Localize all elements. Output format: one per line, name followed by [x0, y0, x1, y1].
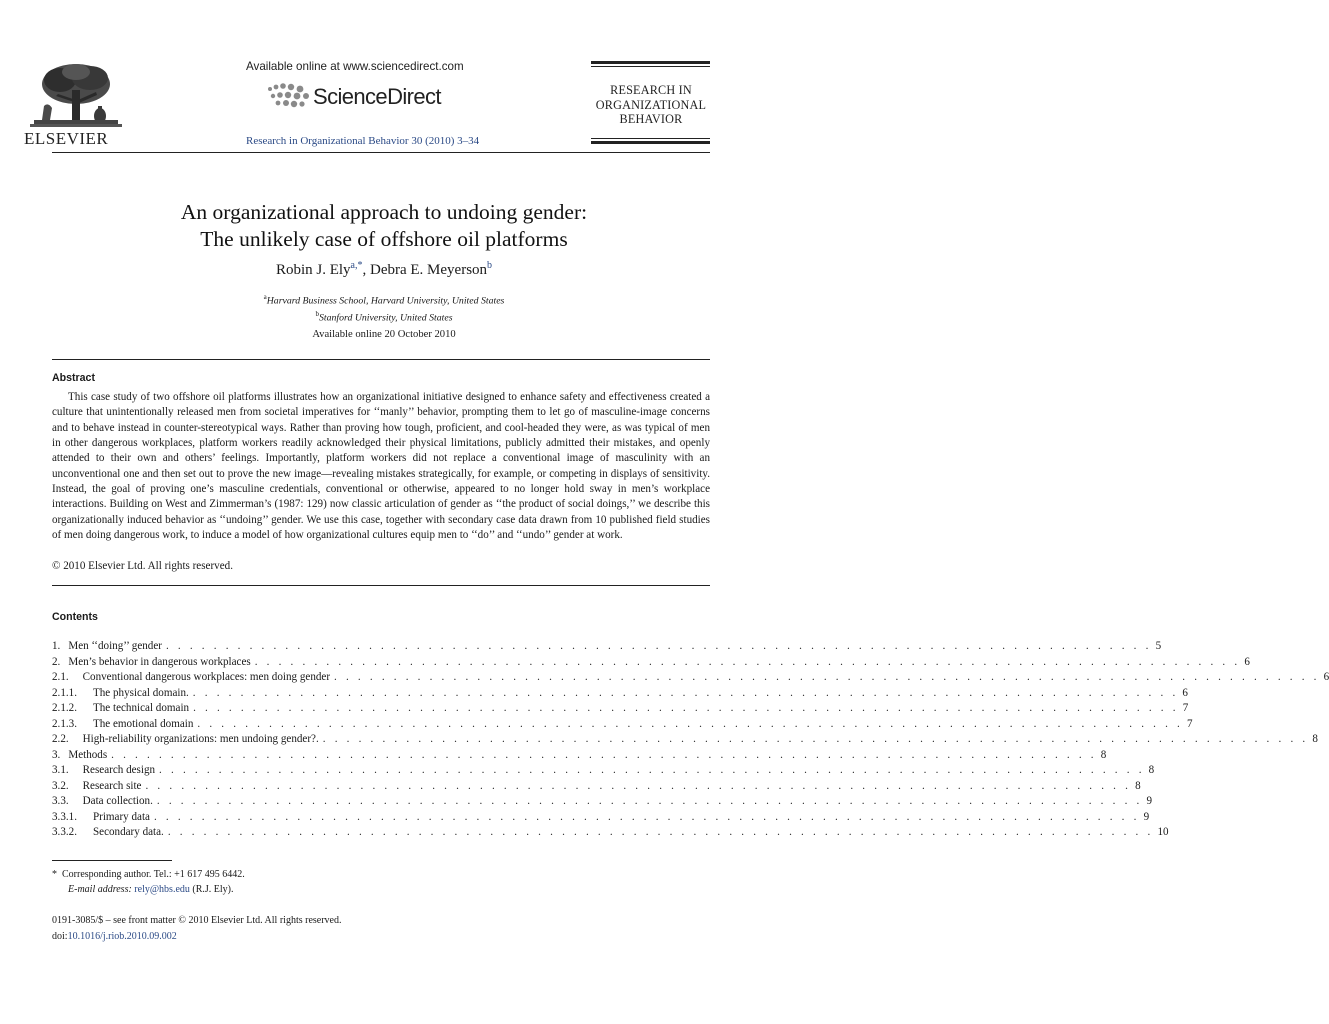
toc-leader: . . . . . . . . . . . . . . . . . . . . . . . . . . . . . . . . . . . . . . . . . . . . . . . . . . . . . . . . . . . . . . . . . . . . . . . . . . . . . . . . . . .: [322, 733, 1309, 745]
footnote-mark: *: [52, 869, 57, 880]
toc-title: Men ‘‘doing’’ gender: [68, 640, 162, 652]
footnote-divider: [52, 860, 172, 861]
journal-box-rule-top-thin: [591, 66, 710, 67]
issn-block: [52, 913, 652, 944]
article-title: [60, 199, 708, 253]
toc-number: 2.1.1.: [52, 686, 77, 699]
toc-title: Methods: [68, 748, 108, 761]
doi-line: [52, 929, 652, 945]
affiliation-text: Harvard Business School, Harvard University, United States: [266, 295, 505, 307]
toc-entry[interactable]: [52, 795, 1153, 810]
corresponding-author-text: Corresponding author. Tel.: +1 617 495 6442.: [62, 869, 245, 880]
toc-leader: . . . . . . . . . . . . . . . . . . . . . . . . . . . . . . . . . . . . . . . . . . . . . . . . . . . . . . . . . . . . . . . . . . . . . . . . . . . . . . . . . . .: [145, 779, 1132, 792]
toc-title: Data collection.: [82, 795, 153, 807]
toc-page: 8: [1312, 733, 1318, 745]
footnotes: [52, 868, 652, 897]
elsevier-tree-logo-icon: [26, 62, 126, 130]
toc-number: 3.3.2.: [52, 826, 77, 838]
toc-entry[interactable]: [52, 671, 1329, 686]
toc-leader: . . . . . . . . . . . . . . . . . . . . . . . . . . . . . . . . . . . . . . . . . . . . . . . . . . . . . . . . . . . . . . . . . . . . . . . . . . . . . . . . . . .: [197, 717, 1184, 730]
toc-number: 2.1.3.: [52, 717, 77, 730]
toc-title: The physical domain.: [92, 686, 189, 699]
article-title-line: The unlikely case of offshore oil platforms: [200, 227, 568, 251]
email-note: [52, 883, 652, 898]
header-divider: [52, 152, 710, 153]
journal-box-rule-bottom: [591, 141, 710, 144]
toc-leader: . . . . . . . . . . . . . . . . . . . . . . . . . . . . . . . . . . . . . . . . . . . . . . . . . . . . . . . . . . . . . . . . . . . . . . . . . . . . . . . . . . .: [159, 764, 1145, 776]
abstract-bottom-divider: [52, 585, 710, 586]
author-affiliation-mark[interactable]: a,*: [350, 260, 363, 271]
toc-leader: . . . . . . . . . . . . . . . . . . . . . . . . . . . . . . . . . . . . . . . . . . . . . . . . . . . . . . . . . . . . . . . . . . . . . . . . . . . . . . . . . . .: [167, 826, 1154, 838]
affiliations: [60, 291, 708, 325]
toc-title: Men’s behavior in dangerous workplaces: [68, 655, 251, 668]
publisher-logo-text: ELSEVIER: [24, 129, 109, 148]
toc-number: 3.3.: [52, 795, 69, 807]
abstract-copyright: © 2010 Elsevier Ltd. All rights reserved.: [52, 560, 233, 572]
toc-title: Secondary data.: [92, 826, 164, 838]
toc-number: 2.2.: [52, 733, 69, 745]
toc-entry[interactable]: [52, 764, 1155, 779]
toc-leader: . . . . . . . . . . . . . . . . . . . . . . . . . . . . . . . . . . . . . . . . . . . . . . . . . . . . . . . . . . . . . . . . . . . . . . . . . . . . . . . . . . .: [193, 702, 1179, 714]
toc-number: 3.3.1.: [52, 810, 77, 823]
toc-entry[interactable]: [52, 686, 1188, 702]
toc-title: Research site: [82, 779, 142, 792]
toc-entry[interactable]: [52, 779, 1141, 795]
affiliation-mark: b: [315, 309, 319, 318]
toc-number: 3.2.: [52, 779, 69, 792]
toc-entry[interactable]: [52, 826, 1169, 841]
author-name: Robin J. Ely: [275, 262, 351, 278]
toc-title: High-reliability organizations: men undoing gender?.: [82, 733, 319, 745]
toc-entry[interactable]: [52, 640, 1162, 655]
toc-entry[interactable]: [52, 733, 1318, 748]
author-name: Debra E. Meyerson: [370, 262, 488, 278]
toc-title: Primary data: [92, 810, 150, 823]
toc-leader: . . . . . . . . . . . . . . . . . . . . . . . . . . . . . . . . . . . . . . . . . . . . . . . . . . . . . . . . . . . . . . . . . . . . . . . . . . . . . . . . . . .: [165, 640, 1152, 652]
affiliation-text: Stanford University, United States: [318, 312, 453, 324]
toc-page: 8: [1100, 748, 1107, 761]
toc-number: 3.1.: [52, 764, 69, 776]
author-list: [60, 262, 708, 279]
toc-number: 2.1.2.: [52, 702, 77, 714]
toc-page: 6: [1323, 671, 1329, 683]
toc-leader: . . . . . . . . . . . . . . . . . . . . . . . . . . . . . . . . . . . . . . . . . . . . . . . . . . . . . . . . . . . . . . . . . . . . . . . . . . . . . . . . . . .: [156, 795, 1143, 807]
toc-page: 5: [1155, 640, 1162, 652]
toc-leader: . . . . . . . . . . . . . . . . . . . . . . . . . . . . . . . . . . . . . . . . . . . . . . . . . . . . . . . . . . . . . . . . . . . . . . . . . . . . . . . . . . .: [111, 748, 1097, 761]
journal-name-block: [580, 83, 722, 127]
toc-leader: . . . . . . . . . . . . . . . . . . . . . . . . . . . . . . . . . . . . . . . . . . . . . . . . . . . . . . . . . . . . . . . . . . . . . . . . . . . . . . . . . . .: [334, 671, 1320, 683]
toc-page: 7: [1187, 717, 1193, 730]
author-affiliation-mark[interactable]: b: [487, 260, 493, 271]
email-link[interactable]: rely@hbs.edu: [134, 883, 190, 895]
doi-prefix: doi:: [52, 930, 68, 942]
article-title-line: An organizational approach to undoing gender:: [180, 200, 588, 224]
author-separator: ,: [362, 262, 370, 278]
toc-title: The emotional domain: [92, 717, 194, 730]
journal-citation-link[interactable]: Research in Organizational Behavior 30 (2010) 3–34: [246, 135, 480, 147]
journal-box-rule-bottom-thin: [591, 138, 710, 139]
corresponding-author-note: [52, 868, 652, 883]
journal-header: [0, 0, 768, 160]
toc-entry[interactable]: [52, 702, 1189, 717]
issn-text: 0191-3085/$ – see front matter © 2010 Elsevier Ltd. All rights reserved.: [52, 915, 342, 926]
toc-leader: . . . . . . . . . . . . . . . . . . . . . . . . . . . . . . . . . . . . . . . . . . . . . . . . . . . . . . . . . . . . . . . . . . . . . . . . . . . . . . . . . . .: [153, 810, 1140, 823]
toc-number: 3.: [52, 748, 61, 761]
toc-number: 1.: [52, 640, 61, 652]
journal-box-rule-top: [591, 61, 710, 64]
abstract-heading: Abstract: [52, 372, 95, 384]
available-online-date: Available online 20 October 2010: [312, 329, 456, 340]
toc-leader: . . . . . . . . . . . . . . . . . . . . . . . . . . . . . . . . . . . . . . . . . . . . . . . . . . . . . . . . . . . . . . . . . . . . . . . . . . . . . . . . . . .: [192, 686, 1179, 699]
toc-number: 2.: [52, 655, 61, 668]
journal-name-line: RESEARCH IN: [610, 83, 692, 97]
toc-number: 2.1.: [52, 671, 69, 683]
email-suffix: (R.J. Ely).: [192, 883, 234, 895]
abstract-top-divider: [52, 359, 710, 360]
toc-entry[interactable]: [52, 655, 1250, 671]
toc-page: 9: [1143, 810, 1150, 823]
doi-link[interactable]: 10.1016/j.riob.2010.09.002: [67, 930, 177, 942]
affiliation-b: [60, 308, 708, 325]
toc-page: 9: [1146, 795, 1153, 807]
contents-heading: Contents: [52, 611, 98, 623]
abstract-text: This case study of two offshore oil platforms illustrates how an organizational initiative designed to enhance safety and effectiveness created a culture that unintentionally released men from societal imperatives for ‘‘manly’’ behavior, prompting them to let go of masculine-image concerns and to behave instead in counter-stereotypical ways. Rather than proving how tough, proficient, and cool-headed they were, as was typical of men in other dangerous workplaces, platform workers readily acknowledged their physical limitations, publicly admitted their mistakes, and openly attended to their own and others’ feelings. Importantly, platform workers did not replace a conventional image of masculinity with an unconventional one and then set out to prove the new image—revealing mistakes strategically, for example, or competing in displays of sensitivity. Instead, the goal of proving one’s masculine credentials, conventional or otherwise, appeared to no longer hold sway in men’s workplace interactions. Building on West and Zimmerman’s (1987: 129) now classic articulation of gender as ‘‘the product of social doings,’’ we describe this organizationally induced behavior as ‘‘undoing’’ gender. We use this case, together with secondary case data drawn from 10 published field studies of men doing dangerous work, to induce a model of how organizational cultures equip men to ‘‘do’’ and ‘‘undo’’ gender at work.: [52, 391, 710, 542]
email-label: E-mail address:: [68, 883, 132, 895]
sciencedirect-logo-text: ScienceDirect: [313, 84, 441, 109]
toc-page: 6: [1182, 686, 1188, 699]
toc-page: 8: [1135, 779, 1141, 792]
toc-page: 6: [1244, 655, 1250, 668]
journal-name-line: BEHAVIOR: [619, 112, 683, 126]
toc-entry[interactable]: [52, 717, 1193, 733]
toc-entry[interactable]: [52, 810, 1150, 826]
toc-page: 10: [1157, 826, 1169, 838]
affiliation-mark: a: [263, 293, 267, 301]
available-online-text: Available online at www.sciencedirect.com: [246, 60, 464, 73]
affiliation-a: [60, 291, 708, 308]
toc-title: Conventional dangerous workplaces: men doing gender: [82, 671, 331, 683]
toc-page: 7: [1182, 702, 1189, 714]
sciencedirect-dots-icon: [264, 81, 314, 109]
toc-page: 8: [1148, 764, 1155, 776]
toc-title: The technical domain: [92, 702, 190, 714]
journal-name-line: ORGANIZATIONAL: [595, 97, 707, 112]
toc-entry[interactable]: [52, 748, 1107, 764]
toc-title: Research design: [82, 764, 156, 776]
toc-leader: . . . . . . . . . . . . . . . . . . . . . . . . . . . . . . . . . . . . . . . . . . . . . . . . . . . . . . . . . . . . . . . . . . . . . . . . . . . . . . . . . . .: [254, 655, 1241, 668]
